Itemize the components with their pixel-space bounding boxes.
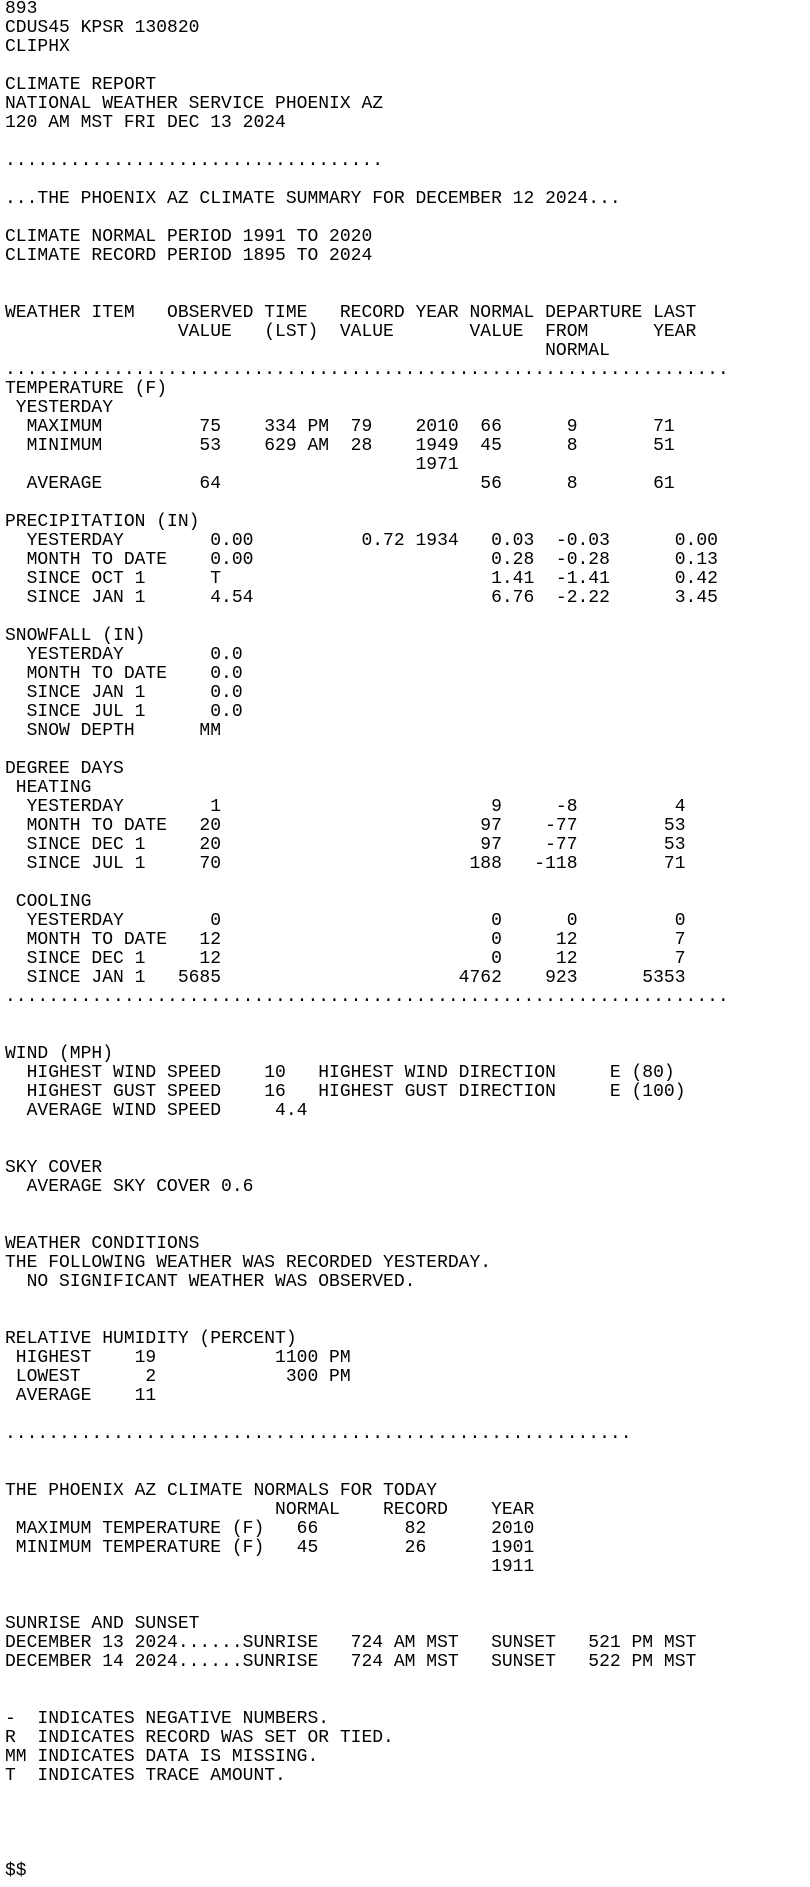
report-line: VALUE (LST) VALUE VALUE FROM YEAR [5,322,697,342]
report-line [5,1007,810,1026]
report-line [5,1577,810,1596]
report-line: MONTH TO DATE 12 0 12 7 [5,930,686,950]
report-line [5,1786,810,1805]
report-line: TEMPERATURE (F) [5,379,168,399]
report-line: MAXIMUM TEMPERATURE (F) 66 82 2010 [5,1519,535,1539]
report-line: MONTH TO DATE 20 97 -77 53 [5,816,686,836]
report-line: MM INDICATES DATA IS MISSING. [5,1747,319,1767]
report-line: ................................................................... [5,360,729,380]
report-line: DEGREE DAYS [5,759,124,779]
report-line: NO SIGNIFICANT WEATHER WAS OBSERVED. [5,1272,416,1292]
report-line: 120 AM MST FRI DEC 13 2024 [5,113,286,133]
report-line [5,1197,810,1216]
report-line [5,1406,810,1425]
report-line [5,741,810,760]
report-line: YESTERDAY 1 9 -8 4 [5,797,686,817]
report-line: SNOWFALL (IN) [5,626,146,646]
report-line: NATIONAL WEATHER SERVICE PHOENIX AZ [5,94,384,114]
report-line: HEATING [5,778,92,798]
report-line: YESTERDAY 0.00 0.72 1934 0.03 -0.03 0.00 [5,531,718,551]
report-line: SINCE JAN 1 5685 4762 923 5353 [5,968,686,988]
report-line: T INDICATES TRACE AMOUNT. [5,1766,286,1786]
report-line: R INDICATES RECORD WAS SET OR TIED. [5,1728,394,1748]
report-line [5,266,810,285]
report-line: SINCE OCT 1 T 1.41 -1.41 0.42 [5,569,718,589]
report-line: NORMAL [5,341,610,361]
report-line: YESTERDAY 0.0 [5,645,243,665]
report-line: WEATHER ITEM OBSERVED TIME RECORD YEAR NORMAL DEPARTURE LAST [5,303,697,323]
report-line: 893 [5,0,38,19]
report-line [5,1843,810,1862]
report-line: SNOW DEPTH MM [5,721,222,741]
report-line: AVERAGE SKY COVER 0.6 [5,1177,254,1197]
report-line [5,1463,810,1482]
report-line: RELATIVE HUMIDITY (PERCENT) [5,1329,297,1349]
report-line [5,209,810,228]
report-line [5,608,810,627]
report-line [5,1121,810,1140]
report-line: - INDICATES NEGATIVE NUMBERS. [5,1709,330,1729]
report-line [5,1140,810,1159]
report-line: SKY COVER [5,1158,103,1178]
report-line: AVERAGE 11 [5,1386,157,1406]
report-line: .......................................................... [5,1424,632,1444]
report-line: THE PHOENIX AZ CLIMATE NORMALS FOR TODAY [5,1481,438,1501]
report-line [5,1672,810,1691]
report-line: HIGHEST 19 1100 PM [5,1348,351,1368]
report-line: 1911 [5,1557,535,1577]
report-line: DECEMBER 14 2024......SUNRISE 724 AM MST SUNSET 522 PM MST [5,1652,697,1672]
report-line: YESTERDAY [5,398,114,418]
report-line: LOWEST 2 300 PM [5,1367,351,1387]
report-line [5,1824,810,1843]
report-line: YESTERDAY 0 0 0 0 [5,911,686,931]
report-line [5,1292,810,1311]
report-line [5,285,810,304]
report-line [5,874,810,893]
report-line: SINCE JAN 1 0.0 [5,683,243,703]
report-line: SINCE JUL 1 70 188 -118 71 [5,854,686,874]
report-line: SINCE JAN 1 4.54 6.76 -2.22 3.45 [5,588,718,608]
report-line: HIGHEST GUST SPEED 16 HIGHEST GUST DIRECTION E (100) [5,1082,686,1102]
report-line: HIGHEST WIND SPEED 10 HIGHEST WIND DIRECTION E (80) [5,1063,675,1083]
report-line: MINIMUM TEMPERATURE (F) 45 26 1901 [5,1538,535,1558]
report-line [5,1805,810,1824]
report-line: CLIPHX [5,37,70,57]
report-line [5,1596,810,1615]
report-line: MAXIMUM 75 334 PM 79 2010 66 9 71 [5,417,675,437]
report-line: THE FOLLOWING WEATHER WAS RECORDED YESTERDAY. [5,1253,492,1273]
report-line [5,1311,810,1330]
report-line: CLIMATE RECORD PERIOD 1895 TO 2024 [5,246,373,266]
report-line: WIND (MPH) [5,1044,114,1064]
report-line: NORMAL RECORD YEAR [5,1500,535,1520]
report-line: SUNRISE AND SUNSET [5,1614,200,1634]
report-line [5,1691,810,1710]
report-line: CLIMATE NORMAL PERIOD 1991 TO 2020 [5,227,373,247]
report-line: SINCE DEC 1 12 0 12 7 [5,949,686,969]
report-line: ................................... [5,151,384,171]
report-line [5,494,810,513]
report-line: AVERAGE 64 56 8 61 [5,474,675,494]
report-line: MINIMUM 53 629 AM 28 1949 45 8 51 [5,436,675,456]
report-line: SINCE JUL 1 0.0 [5,702,243,722]
report-line [5,133,810,152]
report-line: PRECIPITATION (IN) [5,512,200,532]
report-line: ................................................................... [5,987,729,1007]
report-line: $$ [5,1861,27,1881]
report-line: SINCE DEC 1 20 97 -77 53 [5,835,686,855]
report-line [5,1444,810,1463]
report-line: MONTH TO DATE 0.00 0.28 -0.28 0.13 [5,550,718,570]
report-line: 1971 [5,455,459,475]
report-line: COOLING [5,892,92,912]
report-line [5,57,810,76]
report-line: DECEMBER 13 2024......SUNRISE 724 AM MST SUNSET 521 PM MST [5,1633,697,1653]
report-line: ...THE PHOENIX AZ CLIMATE SUMMARY FOR DECEMBER 12 2024... [5,189,621,209]
report-line [5,1216,810,1235]
report-line [5,1026,810,1045]
report-line: WEATHER CONDITIONS [5,1234,200,1254]
report-line: AVERAGE WIND SPEED 4.4 [5,1101,308,1121]
report-line: CDUS45 KPSR 130820 [5,18,200,38]
report-line [5,171,810,190]
report-line: MONTH TO DATE 0.0 [5,664,243,684]
report-line: CLIMATE REPORT [5,75,157,95]
